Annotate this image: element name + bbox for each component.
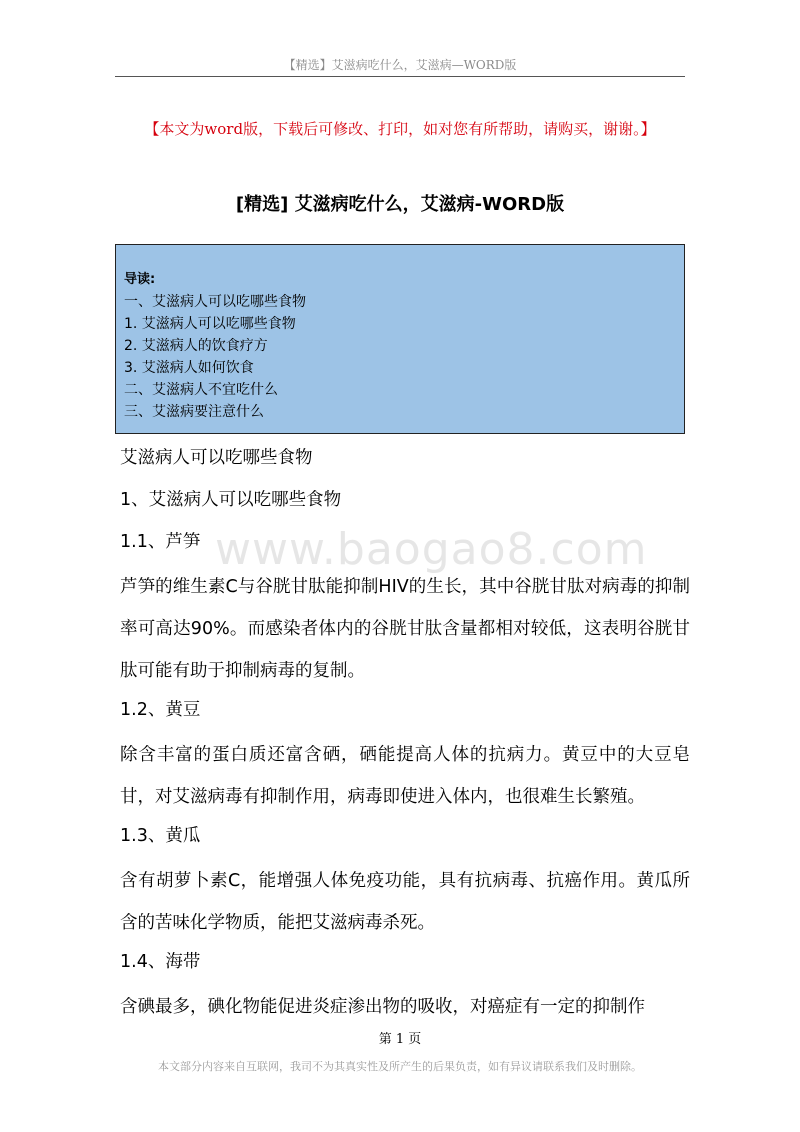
item-heading: 1.2、黄豆 bbox=[120, 700, 201, 720]
item-paragraph: 芦笋的维生素C与谷胱甘肽能抑制HIV的生长，其中谷胱甘肽对病毒的抑制率可高达90%。而感染者体内的谷胱甘肽含量都相对较低，这表明谷胱甘肽可能有助于抑制病毒的复制。 bbox=[120, 577, 690, 681]
subsection-title: 1、艾滋病人可以吃哪些食物 bbox=[120, 490, 342, 510]
item-paragraph: 含有胡萝卜素C，能增强人体免疫功能，具有抗病毒、抗癌作用。黄瓜所含的苦味化学物质，能把艾滋病毒杀死。 bbox=[120, 871, 690, 933]
reading-guide-heading: 导读: bbox=[124, 272, 156, 287]
item-heading: 1.4、海带 bbox=[120, 952, 201, 972]
purchase-notice: 【本文为word版，下载后可修改、打印，如对您有所帮助，请购买，谢谢。】 bbox=[144, 120, 656, 138]
toc-item: 二、艾滋病人不宜吃什么 bbox=[124, 382, 278, 398]
toc-item: 1. 艾滋病人可以吃哪些食物 bbox=[124, 316, 296, 332]
page-header: 【精选】艾滋病吃什么，艾滋病—WORD版 bbox=[283, 58, 517, 72]
item-paragraph: 除含丰富的蛋白质还富含硒，硒能提高人体的抗病力。黄豆中的大豆皂甘，对艾滋病毒有抑制作用，病毒即使进入体内，也很难生长繁殖。 bbox=[120, 745, 690, 807]
toc-item: 三、艾滋病要注意什么 bbox=[124, 404, 264, 420]
section-title: 艾滋病人可以吃哪些食物 bbox=[120, 448, 313, 468]
header-divider bbox=[115, 76, 685, 77]
watermark: www.baogao8.com bbox=[215, 524, 648, 575]
document-title: [精选] 艾滋病吃什么，艾滋病-WORD版 bbox=[235, 194, 565, 215]
item-paragraph: 含碘最多，碘化物能促进炎症渗出物的吸收，对癌症有一定的抑制作 bbox=[120, 997, 645, 1017]
page-footer: 本文部分内容来自互联网，我司不为其真实性及所产生的后果负责，如有异议请联系我们及时删除。 bbox=[158, 1060, 642, 1073]
reading-guide-box bbox=[115, 244, 685, 434]
item-heading: 1.1、芦笋 bbox=[120, 532, 201, 552]
toc-item: 一、艾滋病人可以吃哪些食物 bbox=[124, 294, 306, 310]
document-body bbox=[120, 440, 690, 1028]
toc-item: 2. 艾滋病人的饮食疗方 bbox=[124, 338, 268, 354]
toc-item: 3. 艾滋病人如何饮食 bbox=[124, 360, 254, 376]
item-heading: 1.3、黄瓜 bbox=[120, 826, 201, 846]
page-number: 第 1 页 bbox=[378, 1032, 422, 1047]
